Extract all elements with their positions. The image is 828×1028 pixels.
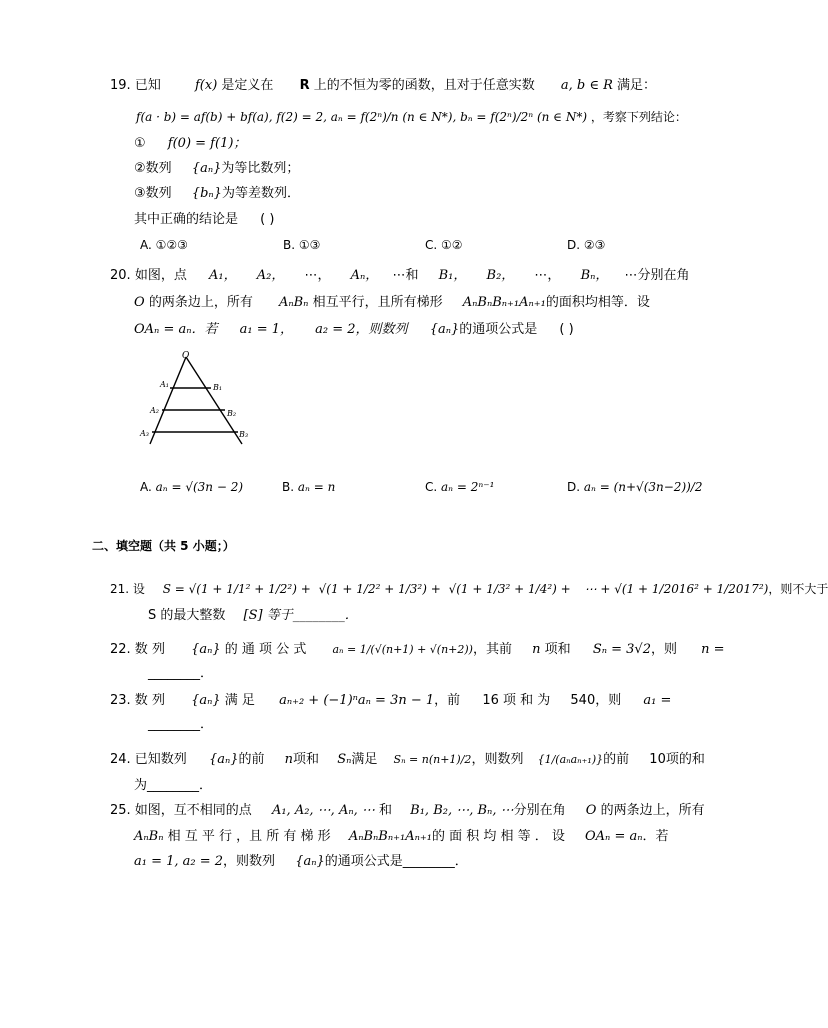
q25-line-2 xyxy=(134,828,669,846)
q24-number-10: 10 xyxy=(649,752,666,767)
q25-text: ．若 xyxy=(642,829,669,844)
q19-math-R: R xyxy=(299,78,310,93)
q24-math: {aₙ} xyxy=(208,752,239,767)
q23-number-16: 16 xyxy=(482,693,499,708)
q23-text: ，则 xyxy=(595,693,622,708)
q25-line-3 xyxy=(134,853,468,871)
q20-math: B₂， xyxy=(486,268,515,283)
q25-math: AₙBₙ xyxy=(134,829,164,844)
q20-option-math: aₙ = (n+√(3n−2))/2 xyxy=(583,480,703,494)
q25-line-1 xyxy=(110,802,705,820)
q19-math-fx: f(x) xyxy=(194,78,218,93)
q19-text: 上的不恒为零的函数，且对于任意实数 xyxy=(313,78,535,93)
q24-math: n xyxy=(284,752,294,767)
q19-number: 19. xyxy=(110,78,131,93)
q22-text: 的 通 项 公 式 xyxy=(224,642,307,657)
q20-math: {aₙ} xyxy=(429,322,460,337)
q19-c3-text: 为等差数列． xyxy=(221,186,300,201)
q24-number: 24. 已知数列 xyxy=(110,752,187,767)
q23-text: 项 和 为 xyxy=(503,693,551,708)
q19-option-d: D. ②③ xyxy=(567,238,606,252)
q19-option-a: A. ①②③ xyxy=(140,238,188,252)
q24-line-1 xyxy=(110,751,705,769)
q24-text: 的前 xyxy=(603,752,630,767)
q25-text: 的两条边上，所有 xyxy=(600,803,705,818)
q19-c2-text: ②数列 xyxy=(134,161,172,176)
q24-text: 的前 xyxy=(238,752,265,767)
q21-line-1 xyxy=(110,580,828,598)
q22-math: Sₙ = 3√2 xyxy=(592,642,651,657)
q20-option-label: C. xyxy=(425,480,438,494)
q20-math: O xyxy=(134,295,145,310)
q22-text: ，其前 xyxy=(472,642,512,657)
q20-option-label: D. xyxy=(567,480,581,494)
q22-answer-blank: ________． xyxy=(148,666,214,681)
q19-text: ，考察下列结论： xyxy=(590,110,687,124)
q20-math: OAₙ = aₙ．若 xyxy=(134,322,218,337)
q25-math: A₁, A₂, ⋯, Aₙ, ⋯ xyxy=(271,803,375,818)
q21-number: 21. 设 xyxy=(110,582,145,596)
q25-text: 和 xyxy=(379,803,393,818)
q24-text: 项和 xyxy=(293,752,320,767)
q20-option-b xyxy=(282,479,335,495)
q19-text: 已知 xyxy=(134,78,161,93)
q20-math: Bₙ， xyxy=(580,268,609,283)
q20-fig-right-side xyxy=(186,357,242,444)
q23-math: a₁ = xyxy=(643,693,672,708)
q21-line-2 xyxy=(148,607,358,625)
q25-number: 25. 如图，互不相同的点 xyxy=(110,803,252,818)
q20-option-math: aₙ = √(3n − 2) xyxy=(155,480,244,494)
q20-text: 的两条边上，所有 xyxy=(148,295,253,310)
q20-option-a xyxy=(140,479,243,495)
q21-text: ，则不大于 xyxy=(768,582,828,596)
q20-math: A₂， xyxy=(256,268,285,283)
q19-conclusion-1 xyxy=(134,135,246,153)
q19-math-ab: a, b ∈ R xyxy=(560,78,613,93)
q21-term-1: √(1 + 1/1² + 1/2²) + xyxy=(188,582,311,596)
q24-text: ，则数列 xyxy=(471,752,524,767)
q19-ask xyxy=(134,211,274,229)
q23-number: 23. 数 列 xyxy=(110,693,165,708)
q20-math: a₁ = 1， xyxy=(239,322,294,337)
q25-math: a₁ = 1, a₂ = 2 xyxy=(134,854,224,869)
q20-text: 的面积均相等．设 xyxy=(545,295,650,310)
q20-text: 相互平行，且所有梯形 xyxy=(312,295,443,310)
q20-line-2 xyxy=(134,294,650,312)
q19-conclusion-3 xyxy=(134,185,300,203)
q23-math: {aₙ} xyxy=(191,693,221,708)
q20-text: 的通项公式是 xyxy=(459,322,538,337)
q19-c2-text: 为等比数列； xyxy=(221,161,300,176)
q25-math: AₙBₙBₙ₊₁Aₙ₊₁ xyxy=(348,829,432,844)
q23-line-1 xyxy=(110,692,671,710)
q20-fig-label-A1: A₁ xyxy=(160,380,169,389)
q20-fig-label-B3: B₃ xyxy=(239,430,249,439)
q25-answer-blank: 的通项公式是________． xyxy=(324,854,468,869)
q22-text: 项和 xyxy=(544,642,571,657)
q23-answer-blank: ________． xyxy=(148,717,214,732)
q20-text: ⋯分别在角 xyxy=(624,268,690,283)
q20-math: ⋯， xyxy=(304,268,331,283)
q20-math: B₁， xyxy=(438,268,467,283)
q19-text: 满足： xyxy=(617,78,657,93)
q25-math: B₁, B₂, ⋯, Bₙ, ⋯ xyxy=(410,803,514,818)
section-heading-fill-in: 二、填空题（共 5 小题；） xyxy=(92,539,235,553)
q20-option-math: aₙ = 2ⁿ⁻¹ xyxy=(441,480,495,494)
q24-math: {1/(aₙaₙ₊₁)} xyxy=(537,753,604,766)
q21-term-last: ⋯ + √(1 + 1/2016² + 1/2017²) xyxy=(584,582,769,596)
q20-math: AₙBₙ xyxy=(278,295,309,310)
q24-math: Sₙ xyxy=(337,752,352,767)
q23-text: ，前 xyxy=(434,693,461,708)
q19-c2-math: {aₙ} xyxy=(191,161,222,176)
q23-text: 满 足 xyxy=(224,693,255,708)
q20-fig-left-side xyxy=(150,357,186,444)
q20-fig-label-A2: A₂ xyxy=(150,406,159,415)
q19-line-1 xyxy=(110,77,656,95)
q25-math: OAₙ = aₙ xyxy=(585,829,643,844)
q25-text: 的 面 积 均 相 等 ． 设 xyxy=(431,829,565,844)
q20-math: A₁， xyxy=(208,268,237,283)
q19-conclusion-2 xyxy=(134,160,299,178)
q19-line-2 xyxy=(136,108,687,126)
q20-line-1 xyxy=(110,267,690,285)
q20-text: 如图，点 xyxy=(134,268,187,283)
q20-fig-label-A3: A₃ xyxy=(140,429,149,438)
q19-text: 是定义在 xyxy=(221,78,274,93)
q19-c3-text: ③数列 xyxy=(134,186,172,201)
q20-line-3 xyxy=(134,321,574,339)
q20-math: Aₙ， xyxy=(350,268,379,283)
q24-text: 项的和 xyxy=(665,752,705,767)
q23-formula: aₙ₊₂ + (−1)ⁿaₙ = 3n − 1 xyxy=(279,693,435,708)
q21-text: S 的最大整数 xyxy=(148,608,226,623)
q25-math: O xyxy=(585,803,597,818)
q20-fig-label-O: O xyxy=(182,351,190,361)
q20-option-c xyxy=(425,479,494,495)
q22-math: n xyxy=(532,642,541,657)
q25-text: 相 互 平 行 ，且 所 有 梯 形 xyxy=(167,829,331,844)
q19-c3-math: {bₙ} xyxy=(191,186,222,201)
q22-text: ，则 xyxy=(650,642,677,657)
q20-math: AₙBₙBₙ₊₁Aₙ₊₁ xyxy=(462,295,546,310)
q19-condition-formula: f(a · b) = af(b) + bf(a), f(2) = 2, aₙ = f(2ⁿ)/n (n ∈ N*), bₙ = f(2ⁿ)/2ⁿ (n ∈ N*) xyxy=(136,110,588,124)
q24-answer-blank: 为________． xyxy=(134,778,213,793)
q19-ask-text: 其中正确的结论是 xyxy=(134,212,239,227)
q20-text: ⋯和 xyxy=(392,268,419,283)
q20-fig-label-B1: B₁ xyxy=(213,383,223,392)
q25-text: 分别在角 xyxy=(513,803,566,818)
q22-number: 22. 数 列 xyxy=(110,642,165,657)
q24-text: 满足 xyxy=(351,752,378,767)
q25-math: {aₙ} xyxy=(295,854,325,869)
q20-option-label: B. xyxy=(282,480,295,494)
q21-term-2: √(1 + 1/2² + 1/3²) + xyxy=(318,582,441,596)
q20-option-math: aₙ = n xyxy=(297,480,336,494)
q22-math: {aₙ} xyxy=(191,642,221,657)
q20-number: 20. xyxy=(110,268,131,283)
q22-math: n = xyxy=(701,642,725,657)
q20-option-d xyxy=(567,479,702,495)
q22-formula: aₙ = 1/(√(n+1) + √(n+2)) xyxy=(332,643,473,656)
q24-formula: Sₙ = n(n+1)/2 xyxy=(393,753,472,766)
q22-line-1 xyxy=(110,641,725,659)
q23-number-540: 540 xyxy=(570,693,596,708)
q19-option-c: C. ①② xyxy=(425,238,463,252)
q19-mark: ① xyxy=(134,136,146,151)
q20-trapezoid-figure xyxy=(138,350,268,450)
q20-math: a₂ = 2，则数列 xyxy=(315,322,408,337)
q20-answer-paren: ( ) xyxy=(559,322,574,337)
q21-math: S = xyxy=(162,582,185,596)
q21-term-3: √(1 + 1/3² + 1/4²) + xyxy=(448,582,571,596)
q25-text: ，则数列 xyxy=(223,854,276,869)
q21-answer-blank: [S] 等于________． xyxy=(243,608,358,623)
q19-c1-math: f(0) = f(1)； xyxy=(167,136,247,151)
q19-option-b: B. ①③ xyxy=(283,238,321,252)
q20-fig-label-B2: B₂ xyxy=(227,409,237,418)
q19-answer-paren: ( ) xyxy=(260,212,275,227)
q20-option-label: A. xyxy=(140,480,152,494)
q20-math: ⋯， xyxy=(534,268,561,283)
